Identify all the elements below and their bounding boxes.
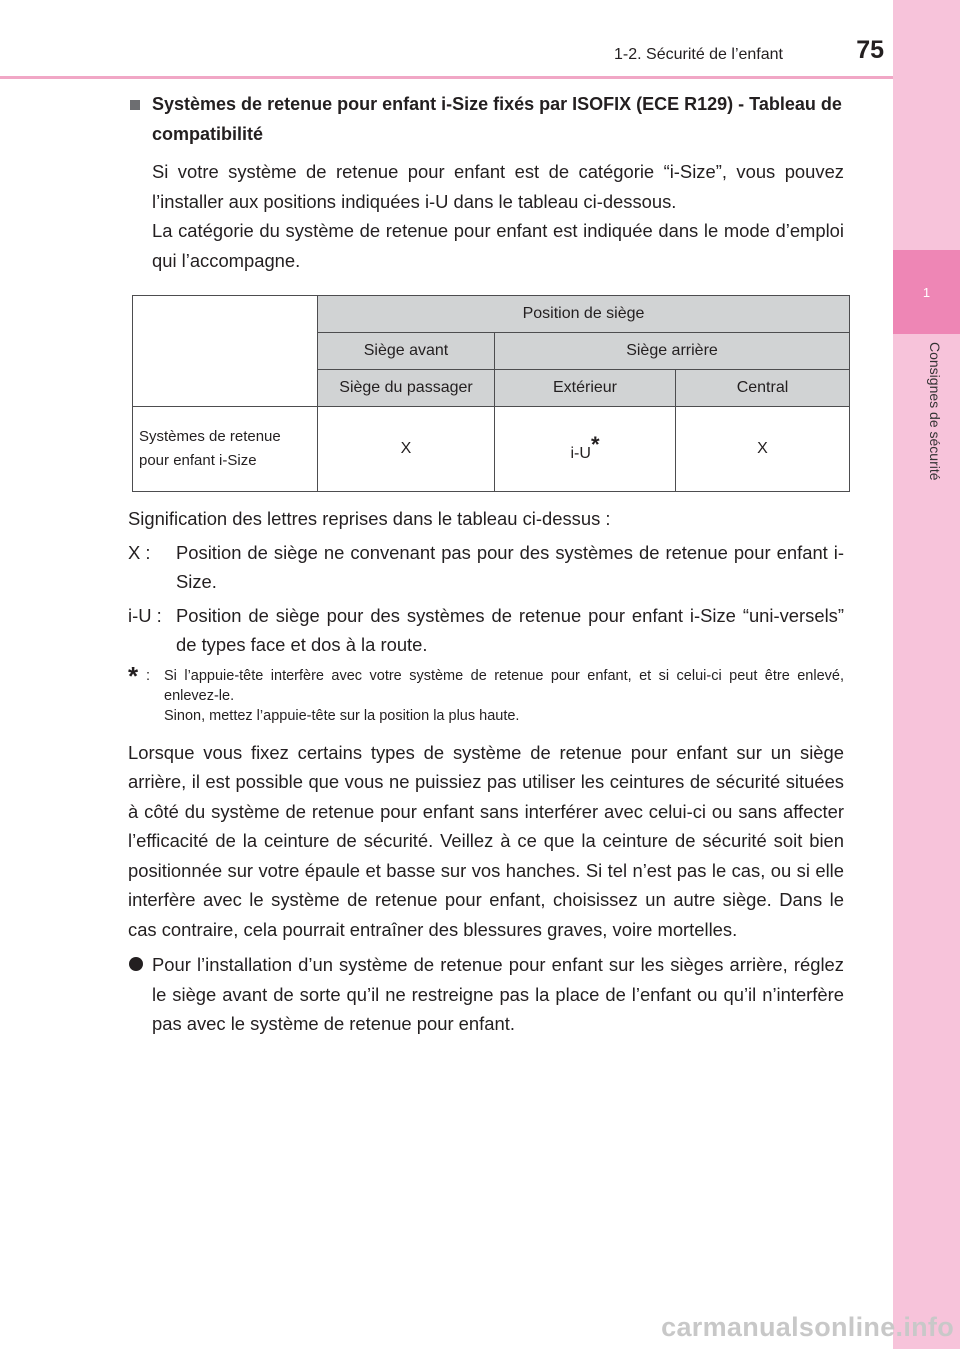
legend-key-x: X : xyxy=(128,541,151,563)
footnote-body xyxy=(164,666,844,726)
round-bullet-icon xyxy=(129,957,143,971)
legend-text-iu: Position de siège pour des systèmes de retenue pour enfant i-Size “uni-versels” de types face et dos à la route. xyxy=(176,604,844,655)
legend-key-iu: i-U : xyxy=(128,604,162,626)
footnote-star-marker: * xyxy=(590,431,600,457)
table-row-label: Systèmes de retenue pour enfant i-Size xyxy=(133,407,318,492)
table-corner-cell xyxy=(133,296,318,407)
footnote-star-icon: * xyxy=(128,660,139,691)
table-header-outboard: Extérieur xyxy=(495,370,676,407)
table-header-center: Central xyxy=(676,370,850,407)
footnote-colon: : xyxy=(146,667,151,684)
legend-item-x xyxy=(128,538,844,597)
body-paragraph: Lorsque vous fixez certains types de système de retenue pour enfant sur un siège arrière, il est possible que vous ne puissiez pas utiliser les ceintures de sécurité situées à côté du système de retenue pour enfant sans interférer avec celui-ci ou sans affecter l’efficacité de la ceinture de sécurité. Veillez à ce que la ceinture de sécurité soit bien positionnée sur votre épaule et basse sur vos hanches. Si tel n’est pas le cas, ou si elle interfère avec le système de retenue pour enfant, choisissez un autre siège. Dans le cas contraire, cela pourrait entraîner des blessures graves, voire mortelles. xyxy=(128,741,844,940)
table-header-passenger-seat: Siège du passager xyxy=(318,370,495,407)
footnote xyxy=(128,660,844,726)
watermark: carmanualsonline.info xyxy=(661,1312,954,1342)
bullet-item xyxy=(128,950,844,1039)
footnote-line-2: Sinon, mettez l’appuie-tête sur la position la plus haute. xyxy=(164,707,520,724)
table-header-front-seat: Siège avant xyxy=(318,333,495,370)
footnote-line-1: Si l’appuie-tête interfère avec votre système de retenue pour enfant, et si celui-ci peut être enlevé, enlevez-le. xyxy=(164,667,844,704)
table-cell-center: X xyxy=(676,407,850,492)
side-tab-chapter-label: Consignes de sécurité xyxy=(927,342,943,481)
table-cell-outboard xyxy=(495,407,676,492)
table-cell-outboard-value: i-U xyxy=(570,444,591,462)
square-bullet-icon xyxy=(130,100,140,110)
legend-intro: Signification des lettres reprises dans le tableau ci-dessus : xyxy=(128,508,611,529)
legend-text-x: Position de siège ne convenant pas pour des systèmes de retenue pour enfant i-Size. xyxy=(176,541,844,592)
table-header-position: Position de siège xyxy=(318,296,850,333)
table-header-rear-seat: Siège arrière xyxy=(495,333,850,370)
section-heading xyxy=(128,90,844,149)
compatibility-table xyxy=(132,295,850,492)
side-tab-chapter-number: 1 xyxy=(893,250,960,334)
page-content xyxy=(128,90,844,1039)
section-heading-text: Systèmes de retenue pour enfant i-Size fixés par ISOFIX (ECE R129) - Tableau de compatibilité xyxy=(152,94,842,144)
header-section-title: 1-2. Sécurité de l’enfant xyxy=(614,46,783,63)
page-number: 75 xyxy=(856,36,884,64)
intro-paragraph-2: La catégorie du système de retenue pour enfant est indiquée dans le mode d’emploi qui l’accompagne. xyxy=(152,220,844,271)
side-tab-band xyxy=(893,0,960,1349)
legend-item-iu xyxy=(128,601,844,660)
table-cell-passenger: X xyxy=(318,407,495,492)
bullet-text: Pour l’installation d’un système de retenue pour enfant sur les sièges arrière, réglez le siège avant de sorte qu’il ne restreigne pas la place de l’enfant ou qu’il n’interfère pas avec le système de retenue pour enfant. xyxy=(152,954,844,1034)
header-divider xyxy=(0,76,893,79)
intro-paragraph-1: Si votre système de retenue pour enfant est de catégorie “i-Size”, vous pouvez l’installer aux positions indiquées i-U dans le tableau ci-dessous. xyxy=(152,161,844,212)
